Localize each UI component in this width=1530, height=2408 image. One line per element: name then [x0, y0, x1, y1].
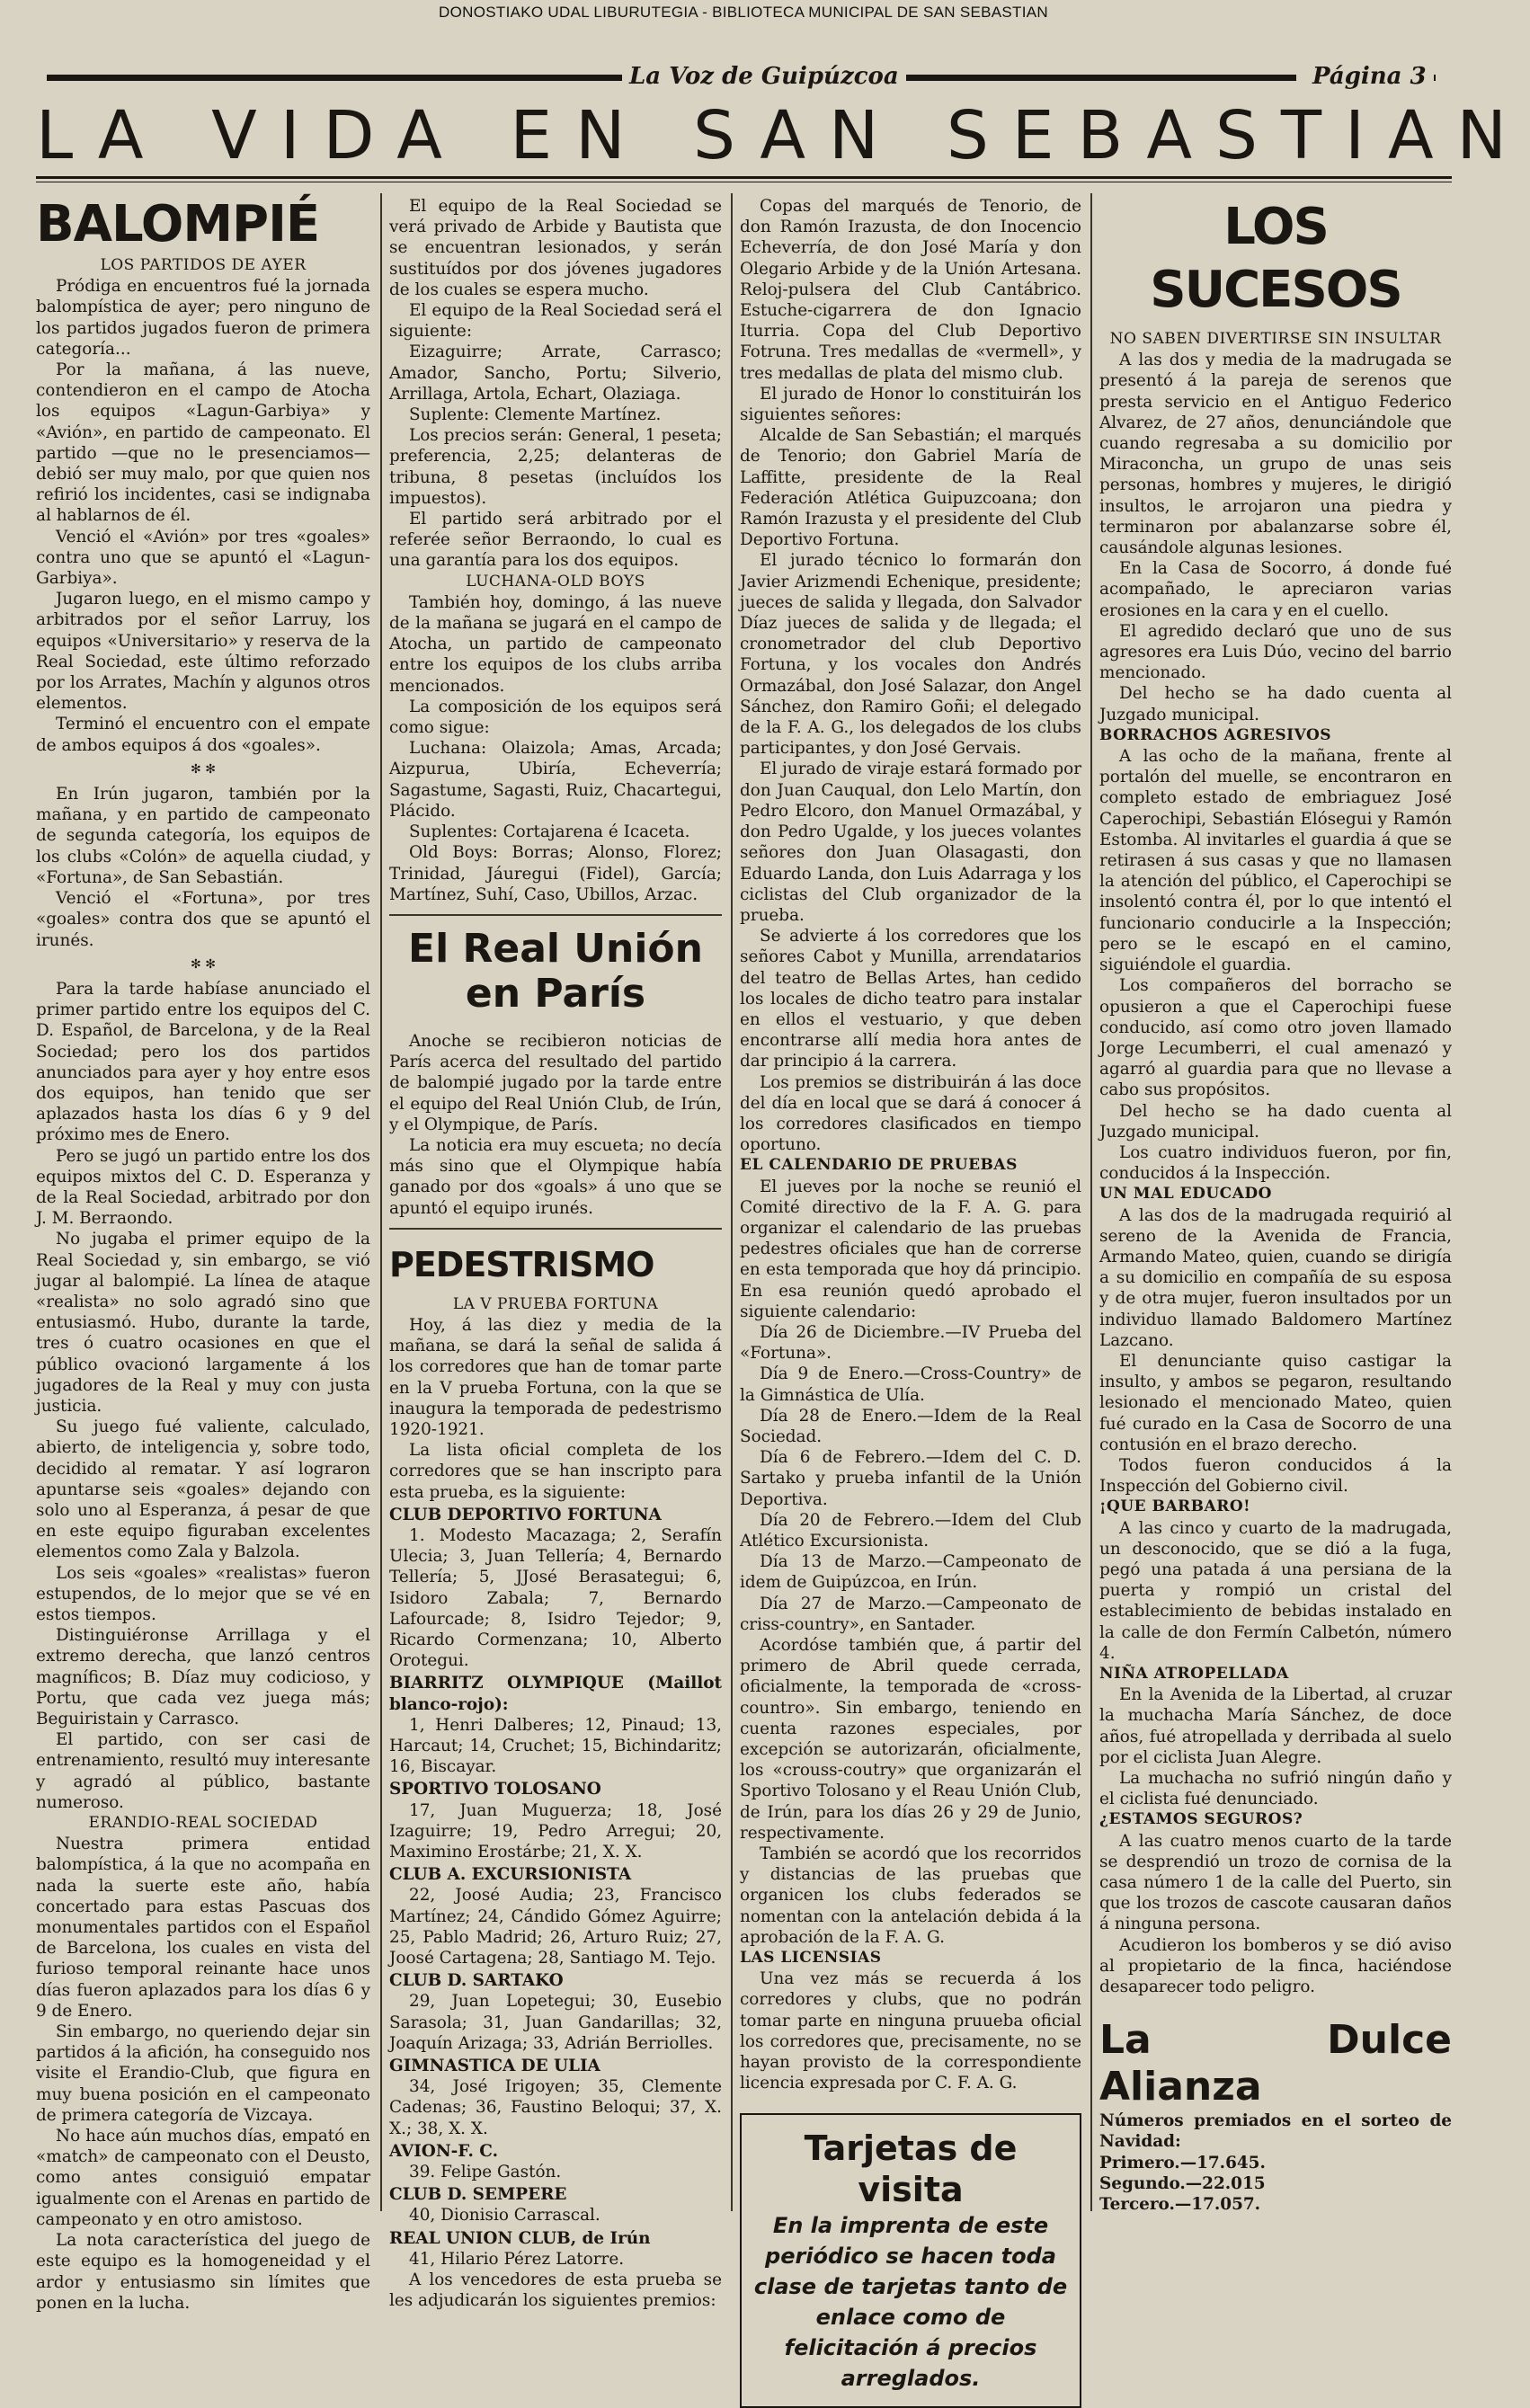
paragraph: A las dos y media de la madrugada se presentó á la pareja de serenos que presta servicio en el Antiguo Federico Alvarez, de 27 años, denunciándole que cuando regresaba a su domicilio por Miraconcha, un grupo de unas seis personas, hombres y mujeres, le dirigió insultos, le arrojaron una piedra y terminaron por abalanzarse sobre él, causándole algunas lesiones. [1099, 351, 1452, 558]
paragraph: El jurado de Honor lo constituirán los siguientes señores: [740, 384, 1081, 425]
paragraph: Nuestra primera entidad balompística, á la que no acompaña en nada la suerte este año, había concertado para estas Pascuas dos monumentales partidos con el Español de Barcelona, los cuales en vista del furioso temporal reinante hace unos días fueron aplazados para los días 6 y 9 de Enero. [36, 1835, 370, 2021]
paragraph: En la Casa de Socorro, á donde fué acompañado, le apreciaron varias erosiones en la cara y en el cuello. [1099, 559, 1452, 620]
paragraph: Los seis «goales» «realistas» fueron estupendos, de lo mejor que se vé en estos tiempos. [36, 1563, 370, 1624]
divider [389, 914, 722, 916]
ad-title: Tarjetas de visita [804, 2128, 1018, 2210]
newspaper-name: La Voz de Guipúzcoa [622, 63, 906, 90]
club-name: SPORTIVO TOLOSANO [389, 1780, 601, 1799]
club-name: REAL UNION CLUB, de Irún [389, 2228, 651, 2248]
club-name: BIARRITZ OLYMPIQUE (Maillot blanco-rojo): [389, 1674, 722, 1714]
paragraph: Venció el «Avión» por tres «goales» contra uno que se apuntó el «Lagun-Garbiya». [36, 527, 370, 589]
subheading: ¿ESTAMOS SEGUROS? [1099, 1810, 1303, 1829]
paragraph: El equipo de la Real Sociedad será el siguiente: [389, 301, 722, 342]
paragraph: Copas del marqués de Tenorio, de don Ramón Irazusta, de don Inocencio Echeverría, de don José María y don Olegario Arbide y de la Unión Artesana. Reloj-pulsera del Club Cantábrico. Estuche-cigarrera de don Ignacio Iturria. Copa del Club Deportivo Fotruna. Tres medallas de «vermell», y tres medallas de plata del mismo club. [740, 197, 1081, 383]
paragraph: Distinguiéronse Arrillaga y el extremo derecha, que lanzó centros magníficos; B. Díaz muy codicioso, y Portu, que cada vez juega más; Beguiristain y Carrasco. [36, 1626, 370, 1729]
paragraph: El equipo de la Real Sociedad se verá privado de Arbide y Bautista que se encuentran lesionados, y serán sustituídos por dos jóvenes jugadores de los cuales se espera mucho. [389, 197, 722, 299]
paragraph: En la Avenida de la Libertad, al cruzar la muchacha María Sánchez, de doce años, fué atropellada y derribada al suelo por el ciclista Juan Alegre. [1099, 1685, 1452, 1767]
paragraph: El partido, con ser casi de entrenamiento, resultó muy interesante y agradó al público, bastante numeroso. [36, 1730, 370, 1812]
prize-third: Tercero.—17.057. [1099, 2195, 1261, 2215]
paragraph: El jueves por la noche se reunió el Comité directivo de la F. A. G. para organizar el calendario de las pruebas pedestres oficiales que han de correrse en esta temporada que hoy dá principio. En esa reunión quedó aprobado el siguiente calendario: [740, 1177, 1081, 1321]
paragraph: Pero se jugó un partido entre los dos equipos mixtos del C. D. Esperanza y de la Real Sociedad, arbitrado por don J. M. Berraondo. [36, 1146, 370, 1229]
advertisement-dulce-alianza [1099, 2017, 1452, 2215]
paragraph: También se acordó que los recorridos y distancias de las pruebas que organicen los clubs federados se nomentan con la antelación debida á la aprobación de la F. A. G. [740, 1844, 1081, 1947]
header-rule-left [47, 75, 622, 81]
subheading: UN MAL EDUCADO [1099, 1185, 1272, 1204]
runner-list: 1. Modesto Macazaga; 2, Serafín Ulecia; 3, Juan Tellería; 4, Bernardo Tellería; 5, JJosé Berasategui; 6, Isidoro Zabala; 7, Bernardo Lafourcade; 8, Isidro Tejedor; 9, Ricardo Cormenzana; 10, Alberto Orotegui. [389, 1525, 722, 1671]
paragraph: A las cinco y cuarto de la madrugada, un desconocido, que se dió a la fuga, pegó una patada á una persiana de la puerta y rompió un cristal del establecimiento de bebidas instalado en la calle de don Fermín Calbetón, número 4. [1099, 1518, 1452, 1663]
column-rule [731, 193, 733, 2211]
club-name: GIMNASTICA DE ULIA [389, 2057, 600, 2076]
paragraph: También hoy, domingo, á las nueve de la mañana se jugará en el campo de Atocha, un partido de campeonato entre los equipos de los clubs arriba mencionados. [389, 592, 722, 696]
paragraph: Eizaguirre; Arrate, Carrasco; Amador, Sancho, Portu; Silverio, Arrillaga, Artola, Echart, Olaziaga. [389, 342, 722, 404]
paragraph: Suplente: Clemente Martínez. [409, 405, 662, 425]
column-balompie [36, 195, 370, 2313]
paragraph: Del hecho se ha dado cuenta al Juzgado municipal. [1099, 1101, 1452, 1142]
subheading: NIÑA ATROPELLADA [1099, 1665, 1289, 1683]
paragraph: Los compañeros del borracho se opusieron a que el Caperochipi fuese conducido, así como otro joven llamado Jorge Lecumberri, el cual amenazó y agarró al guardia para que no llevase a cabo sus propósitos. [1099, 976, 1452, 1100]
paragraph: Jugaron luego, en el mismo campo y arbitrados por el señor Larruy, los equipos «Universitario» y reserva de la Real Sociedad, este último reforzado por los Arrates, Machín y algunos otros elementos. [36, 590, 370, 714]
paragraph: No hace aún muchos días, empató en «match» de campeonato con el Deusto, como antes consiguió empatar igualmente con el Arenas en partido de campeonato y en otro amistoso. [36, 2127, 370, 2229]
runner-list: 34, José Irigoyen; 35, Clemente Cadenas; 36, Faustino Beloqui; 37, X. X.; 38, X. X. [389, 2077, 722, 2138]
club-name: CLUB A. EXCURSIONISTA [389, 1865, 632, 1885]
paragraph: Los premios se distribuirán á las doce del día en local que se dará á conocer á los corredores clasificados en tiempo oportuno. [740, 1072, 1081, 1155]
paragraph: El denunciante quiso castigar la insulto, y ambos se pegaron, resultando lesionado el mencionado Mateo, quien fué curado en la Casa de Socorro de una contusión en el brazo derecho. [1099, 1351, 1452, 1454]
runner-list: 39. Felipe Gastón. [409, 2163, 562, 2182]
ad-body: En la imprenta de este periódico se hacen toda clase de tarjetas tanto de enlace como de felicitación á precios arreglados. [753, 2213, 1068, 2392]
paragraph: No jugaba el primer equipo de la Real Sociedad y, sin embargo, se vió jugar al balompié. La línea de ataque «realista» no solo agradó sino que entusiasmó. Hubo, durante la tarde, tres ó cuatro ocasiones en que el público ovacionó largamente á los jugadores de la Real y muy con justa justicia. [36, 1230, 370, 1416]
subheading: LUCHANA-OLD BOYS [466, 572, 645, 591]
paragraph: Todos fueron conducidos á la Inspección del Gobierno civil. [1099, 1455, 1452, 1497]
paragraph: A los vencedores de esta prueba se les adjudicarán los siguientes premios: [389, 2270, 722, 2311]
prize-second: Segundo.—22.015 [1099, 2173, 1266, 2193]
paragraph: Por la mañana, á las nueve, contendieron en el campo de Atocha los equipos «Lagun-Garbiya» y «Avión», en partido de campeonato. El partido —que no le presenciamos— debió ser muy malo, por que quien nos refirió los incidentes, casi se indignaba al hablarnos de él. [36, 360, 370, 526]
paragraph: Los cuatro individuos fueron, por fin, conducidos á la Inspección. [1099, 1142, 1452, 1184]
paragraph: El agredido declaró que uno de sus agresores era Luis Dúo, vecino del barrio mencionado. [1099, 621, 1452, 683]
paragraph: Su juego fué valiente, calculado, abierto, de inteligencia y, sobre todo, decidido al rematar. Y así lograron apuntarse seis «goales» dejando con solo uno al Esperanza, á pesar de que en este equipo figuraban excelentes elementos como Zala y Balzola. [36, 1417, 370, 1562]
club-name: CLUB D. SARTAKO [389, 1971, 564, 1991]
column-sucesos [1099, 196, 1452, 2215]
runner-list: 1, Henri Dalberes; 12, Pinaud; 13, Harcaut; 14, Cruchet; 15, Bichindaritz; 16, Biscayar. [389, 1715, 722, 1777]
calendar-entry: Día 9 de Enero.—Cross-Country» de la Gimnástica de Ulía. [740, 1364, 1081, 1405]
divider [389, 1228, 722, 1230]
paragraph: El partido será arbitrado por el referée señor Berraondo, lo cual es una garantía para los dos equipos. [389, 510, 722, 571]
heading-real-union: El Real Unión en París [408, 925, 703, 1017]
column-rule [380, 193, 382, 2211]
paragraph: Acudieron los bomberos y se dió aviso al propietario de la finca, haciéndose desaparecer todo peligro. [1099, 1935, 1452, 1997]
paragraph: Una vez más se recuerda á los corredores y clubs, que no podrán tomar parte en ninguna pruueba oficial los corredores que, precisamente, no se hayan provisto de la correspondiente licencia expresada por C. F. A. G. [740, 1969, 1081, 2093]
runner-list: 22, Joosé Audia; 23, Francisco Martínez; 24, Cándido Gómez Aguirre; 25, Pablo Madrid; 26, Arturo Ruiz; 27, Joosé Cartagena; 28, Santiago M. Tejo. [389, 1886, 722, 1968]
page-title: LA VIDA EN SAN SEBASTIAN [36, 97, 1530, 174]
subheading: LA V PRUEBA FORTUNA [452, 1294, 659, 1313]
paragraph: Del hecho se ha dado cuenta al Juzgado municipal. [1099, 684, 1452, 724]
calendar-entry: Día 27 de Marzo.—Campeonato de criss-country», en Santader. [740, 1594, 1081, 1634]
paragraph: A las dos de la madrugada requirió al sereno de la Avenida de Francia, Armando Mateo, quien, cuando se dirigía a su domicilio en compañía de su esposa y de otra mujer, fueron insultados por un individuo llamado Baldomero Martínez Lazcano. [1099, 1205, 1452, 1350]
runner-list: 41, Hilario Pérez Latorre. [409, 2249, 625, 2269]
paragraph: La noticia era muy escueta; no decía más sino que el Olympique había ganado por dos «goals» á uno que se apuntó el equipo irunés. [389, 1135, 722, 1218]
paragraph: Pródiga en encuentros fué la jornada balompística de ayer; pero ninguno de los partidos jugados fueron de primera categoría... [36, 277, 370, 359]
ad-intro: Números premiados en el sorteo de Navidad: [1099, 2111, 1452, 2152]
subheading: LAS LICENSIAS [740, 1949, 882, 1968]
subheading: NO SABEN DIVERTIRSE SIN INSULTAR [1109, 330, 1442, 348]
calendar-entry: Día 13 de Marzo.—Campeonato de idem de Guipúzcoa, en Irún. [740, 1552, 1081, 1593]
runner-list: 17, Juan Muguerza; 18, José Izaguirre; 19, Pedro Arregui; 20, Maximino Erostárbe; 21, X. X. [389, 1800, 722, 1862]
column-balompie-continued [389, 196, 722, 2311]
club-name: CLUB D. SEMPERE [389, 2185, 567, 2205]
paragraph: La nota característica del juego de este equipo es la homogeneidad y el ardor y entusiasmo sin límites que ponen en la lucha. [36, 2231, 370, 2313]
calendar-entry: Día 28 de Enero.—Idem de la Real Sociedad. [740, 1406, 1081, 1446]
paragraph: Old Boys: Borras; Alonso, Florez; Trinidad, Jáuregui (Fidel), García; Martínez, Suhí, Caso, Ubillos, Arzac. [389, 843, 722, 904]
paragraph: Terminó el encuentro con el empate de ambos equipos á dos «goales». [36, 715, 370, 755]
runner-list: 29, Juan Lopetegui; 30, Eusebio Sarasola; 31, Juan Gandarillas; 32, Joaquín Arizaga; 33, Adrián Berriolles. [389, 1992, 722, 2053]
paragraph: En Irún jugaron, también por la mañana, y en partido de campeonato de segunda categoría, los equipos de los clubs «Colón» de aquella ciudad, y «Fortuna», de San Sebastián. [36, 785, 370, 887]
paragraph: Para la tarde habíase anunciado el primer partido entre los equipos del C. D. Español, de Barcelona, y de la Real Sociedad; pero los dos partidos anunciados para ayer y hoy entre esos dos equipos, han tenido que ser aplazados hasta los días 6 y 9 del próximo mes de Enero. [36, 979, 370, 1145]
paragraph: La muchacha no sufrió ningún daño y el ciclista fué denunciado. [1099, 1769, 1452, 1809]
column-pedestrismo-continued [740, 196, 1081, 2392]
paragraph: Alcalde de San Sebastián; el marqués de Tenorio; don Gabriel María de Laffitte, presidente de la Real Federación Atlética Guipuzcoana; don Ramón Irazusta y el presidente del Club Deportivo Fortuna. [740, 426, 1081, 550]
calendar-entry: Día 6 de Febrero.—Idem del C. D. Sartako y prueba infantil de la Unión Deportiva. [740, 1448, 1081, 1509]
masthead-rule [36, 176, 1452, 179]
paragraph: Anoche se recibieron noticias de París acerca del resultado del partido de balompié jugado por la tarde entre el equipo del Real Unión Club, de Irún, y el Olympique, de París. [389, 1031, 722, 1134]
paragraph: A las ocho de la mañana, frente al portalón del muelle, se encontraron en completo estado de embriaguez José Caperochipi, Sebastián Elósegui y Ramón Estomba. Al invitarles el guardia á que se retirasen á sus casas y que no llamasen la atención del público, el Caperochipi se insolentó contra él, por lo que intentó el funcionario conducirle a la Inspección; pero se le escapó en el camino, siguiéndole el guardia. [1099, 747, 1452, 975]
column-rule [1090, 193, 1092, 2211]
advertisement-tarjetas [740, 2113, 1081, 2408]
runner-list: 40, Dionisio Carrascal. [409, 2206, 600, 2226]
prize-first: Primero.—17.645. [1099, 2153, 1266, 2173]
paragraph: Acordóse también que, á partir del primero de Abril quede cerrada, oficialmente, la temporada de «cross-countro». Sin embargo, teniendo en cuenta razones especiales, por excepción se autorizarán, oficialmente, los «crouss-coutry» que organizarán el Sportivo Tolosano y el Reau Unión Club, de Irún, para los días 26 y 29 de Junio, respectivamente. [740, 1636, 1081, 1843]
heading-pedestrismo: PEDESTRISMO [389, 1244, 654, 1284]
club-name: CLUB DEPORTIVO FORTUNA [389, 1505, 662, 1524]
paragraph: A las cuatro menos cuarto de la tarde se desprendió un trozo de cornisa de la casa número 1 de la calle del Puerto, sin que los trozos de cascote causaran daños á ninguna persona. [1099, 1831, 1452, 1934]
archive-stamp: DONOSTIAKO UDAL LIBURUTEGIA - BIBLIOTECA MUNICIPAL DE SAN SEBASTIAN [439, 4, 1048, 21]
paragraph: La composición de los equipos será como sigue: [389, 697, 722, 738]
calendar-entry: Día 20 de Febrero.—Idem del Club Atlético Excursionista. [740, 1510, 1081, 1551]
paragraph: Suplentes: Cortajarena é Icaceta. [409, 822, 690, 842]
paragraph: La lista oficial completa de los corredores que se han inscripto para esta prueba, es la siguiente: [389, 1441, 722, 1502]
paragraph: El jurado técnico lo formarán don Javier Arizmendi Echenique, presidente; jueces de salida y llegada, don Salvador Díaz jueces de salida y de llegada; el cronometrador del club Deportivo Fortuna, y los vocales don Andrés Ormazábal, don José Salazar, don Angel Sánchez, don Ramiro Goñi; el delegado de la F. A. G., los delegados de los clubs participantes, y don José Gervais. [740, 551, 1081, 759]
paragraph: Luchana: Olaizola; Amas, Arcada; Aizpurua, Ubiría, Echeverría; Sagastume, Sagasti, Ruiz, Chacartegui, Plácido. [389, 739, 722, 821]
paragraph: El jurado de viraje estará formado por don Juan Cauqual, don Lelo Martín, don Pedro Elcoro, don Manuel Ormazábal, y don Pedro Ugalde, y los jueces volantes señores don Juan Olasagasti, don Eduardo Landa, don Luis Adarraga y los ciclistas del Club organizador de la prueba. [740, 760, 1081, 925]
paragraph: Los precios serán: General, 1 peseta; preferencia, 2,25; delanteras de tribuna, 8 pesetas (incluídos los impuestos). [389, 426, 722, 508]
calendar-entry: Día 26 de Diciembre.—IV Prueba del «Fortuna». [740, 1322, 1081, 1364]
separator-icon: ✻ ✻ [191, 761, 216, 777]
header-bar [47, 63, 1436, 90]
club-name: AVION-F. C. [389, 2141, 498, 2161]
subheading: LOS PARTIDOS DE AYER [100, 256, 307, 274]
section-heading-sucesos: LOS SUCESOS [1150, 198, 1401, 319]
subheading: EL CALENDARIO DE PRUEBAS [740, 1156, 1018, 1175]
subheading: ERANDIO-REAL SOCIEDAD [88, 1814, 318, 1833]
subheading: BORRACHOS AGRESIVOS [1099, 725, 1332, 744]
paragraph: Hoy, á las diez y media de la mañana, se dará la señal de salida á los corredores que han de tomar parte en la V prueba Fortuna, con la que se inaugura la temporada de pedestrismo 1920-1921. [389, 1315, 722, 1439]
subheading: ¡QUE BARBARO! [1099, 1497, 1251, 1516]
section-heading-balompie: BALOMPIÉ [36, 195, 320, 253]
separator-icon: ✻ ✻ [191, 956, 216, 972]
paragraph: Se advierte á los corredores que los señores Cabot y Munilla, arrendatarios del teatro de Bellas Artes, han cedido los locales de dicho teatro para instalar en ellos el vestuario, y que deben encontrarse allí media hora antes de dar principio á la carrera. [740, 927, 1081, 1071]
page-number: Página 3 [1305, 63, 1434, 90]
header-rule-middle [883, 75, 1296, 81]
ad-title: La Dulce Alianza [1099, 2017, 1452, 2110]
paragraph: Sin embargo, no queriendo dejar sin partidos á la afición, ha conseguido nos visite el Erandio-Club, que figura en muy buena posición en el campeonato de primera categoría de Vizcaya. [36, 2022, 370, 2125]
paragraph: Venció el «Fortuna», por tres «goales» contra dos que se apuntó el irunés. [36, 889, 370, 950]
